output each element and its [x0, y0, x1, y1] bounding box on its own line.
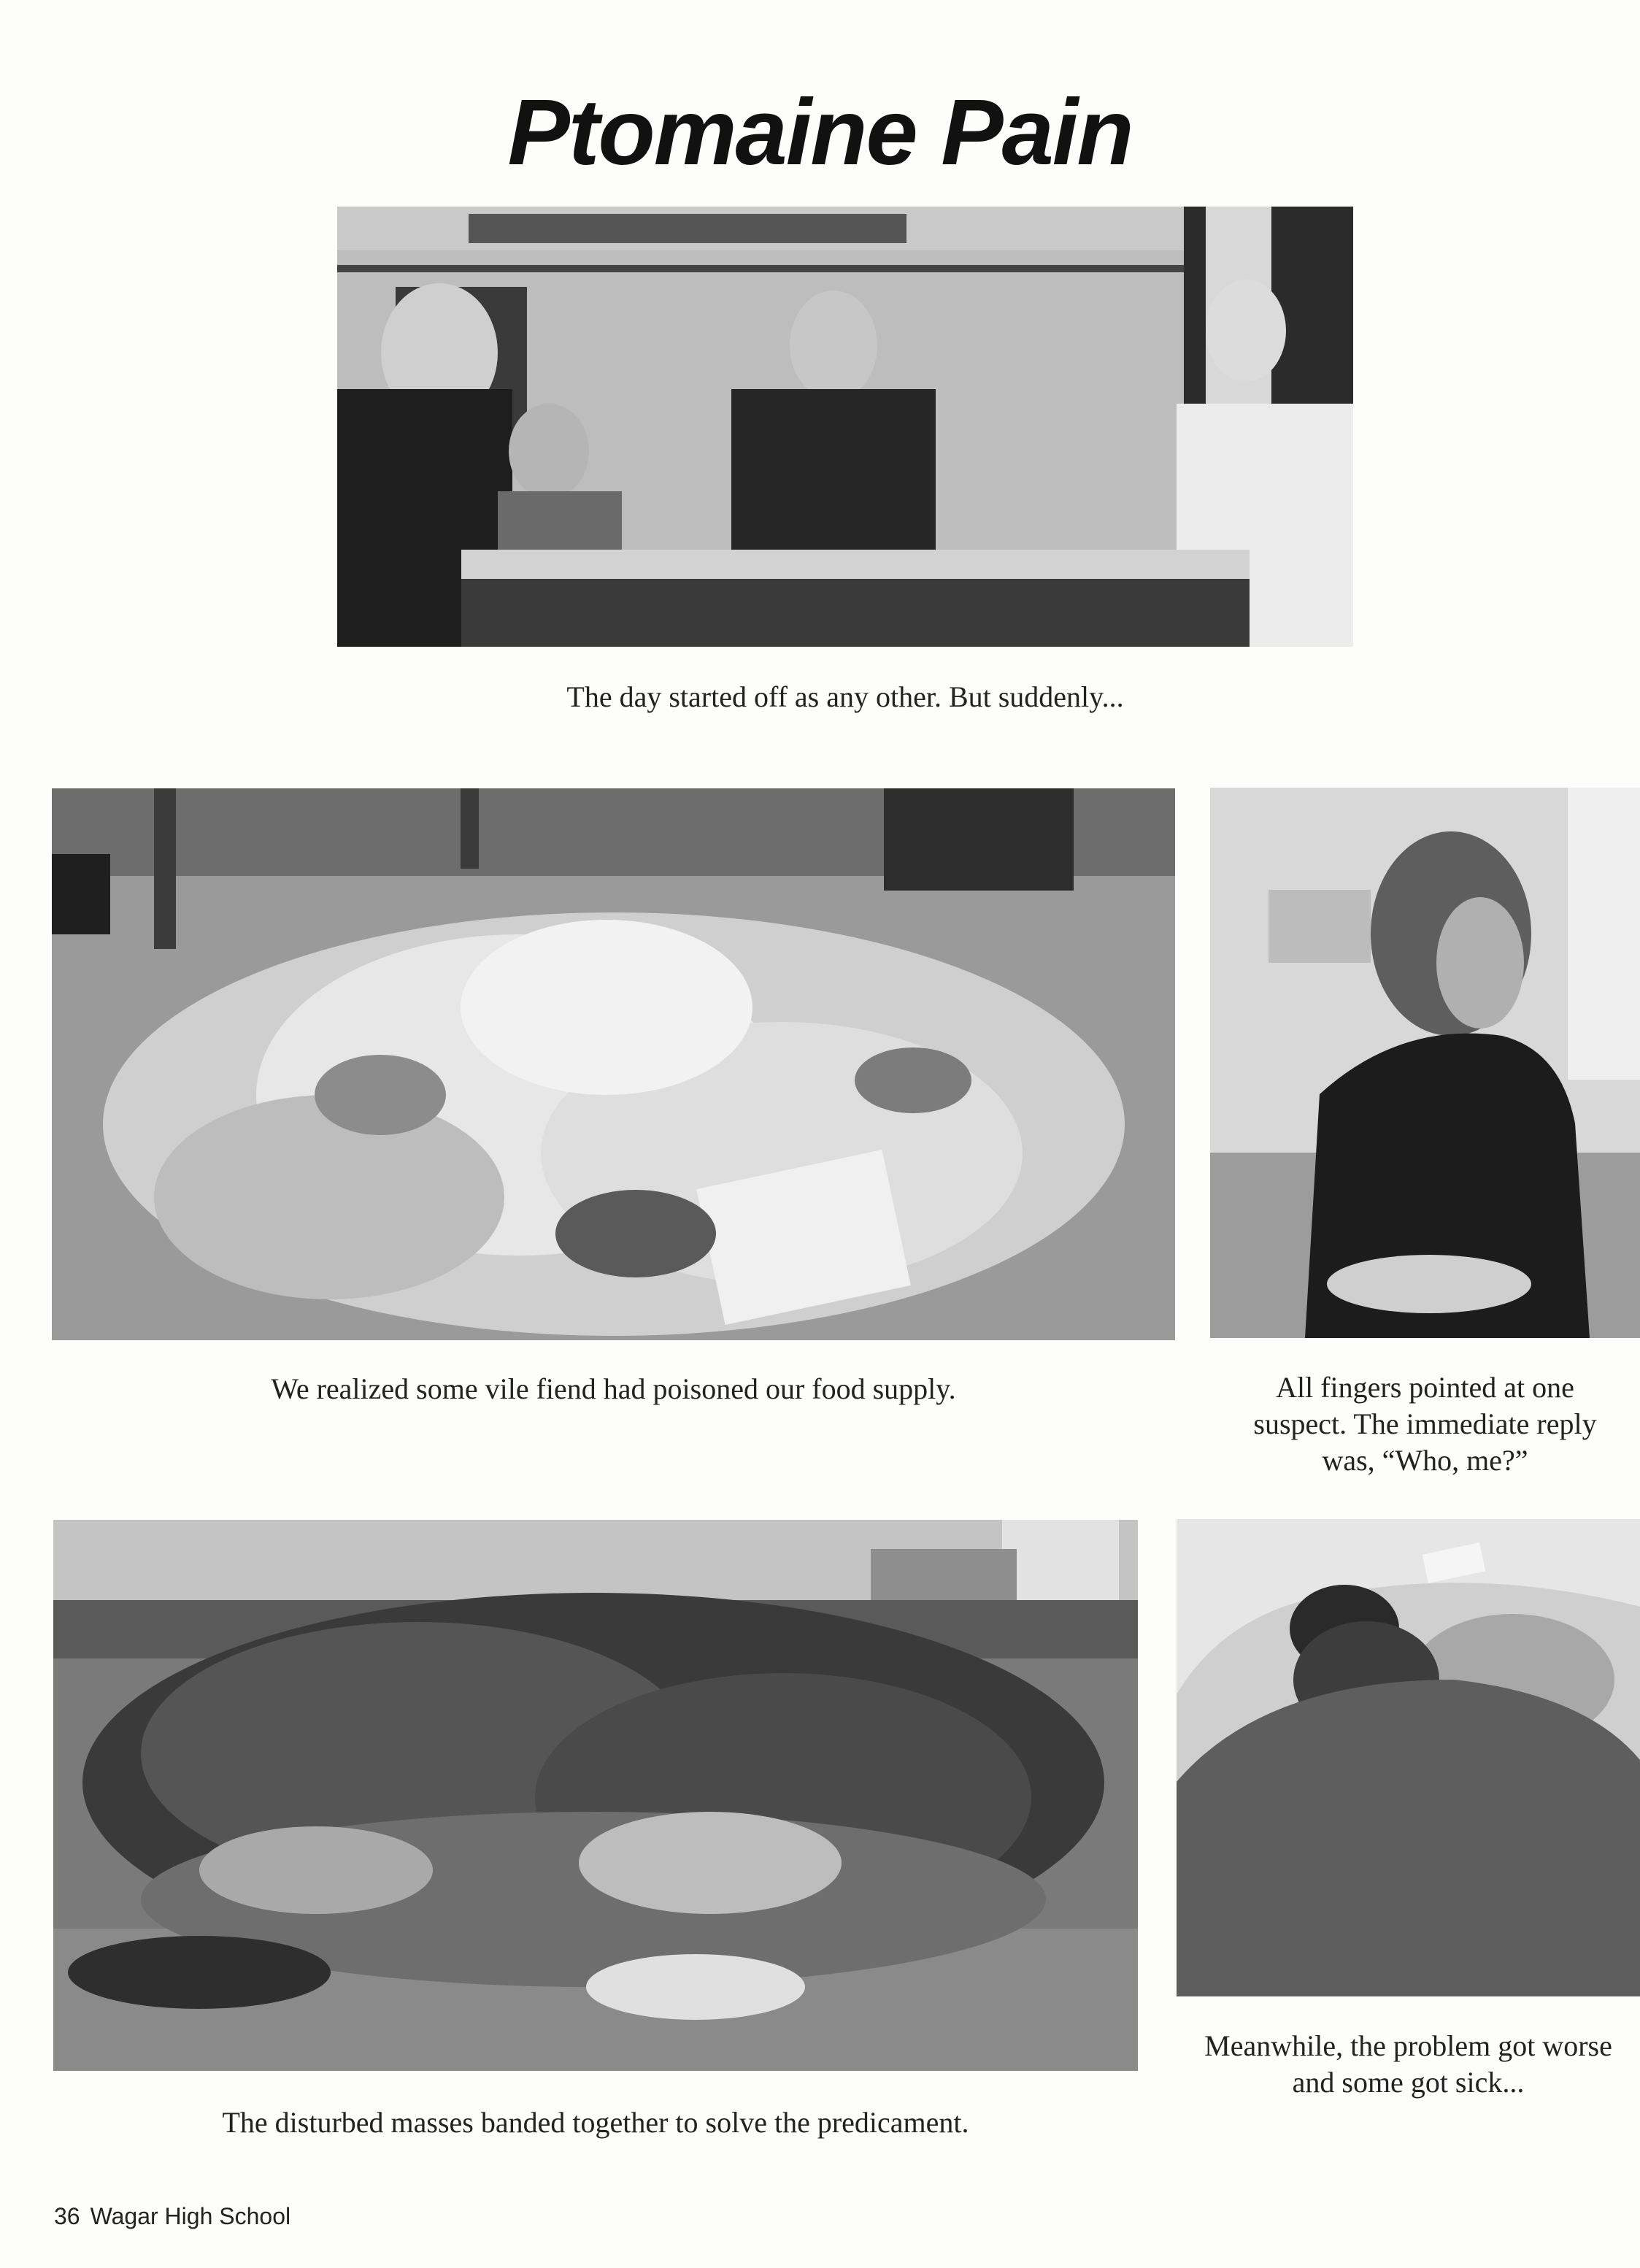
caption-photo-5-line-2: and some got sick...	[1292, 2066, 1525, 2099]
page-number: 36	[54, 2203, 80, 2229]
caption-photo-5	[1177, 2028, 1640, 2101]
caption-photo-3	[1210, 1369, 1640, 1479]
caption-photo-4: The disturbed masses banded together to solve the predicament.	[222, 2106, 969, 2139]
photo-group	[53, 1520, 1138, 2071]
photo-staff-at-counter	[337, 207, 1353, 647]
caption-photo-3-line-2: suspect. The immediate reply	[1253, 1407, 1597, 1440]
photo-sick-student	[1177, 1519, 1640, 1996]
school-name: Wagar High School	[90, 2203, 291, 2229]
photo-suspect	[1210, 788, 1640, 1338]
page-folio	[54, 2203, 290, 2230]
photo-trash-pile	[52, 788, 1175, 1340]
caption-photo-3-line-1: All fingers pointed at one	[1276, 1371, 1574, 1404]
caption-photo-1: The day started off as any other. But suddenly...	[566, 680, 1124, 713]
caption-photo-2: We realized some vile fiend had poisoned our food supply.	[271, 1372, 956, 1405]
caption-photo-5-line-1: Meanwhile, the problem got worse	[1204, 2029, 1612, 2062]
caption-photo-3-line-3: was, “Who, me?”	[1322, 1444, 1528, 1477]
page-title: Ptomaine Pain	[507, 80, 1133, 185]
